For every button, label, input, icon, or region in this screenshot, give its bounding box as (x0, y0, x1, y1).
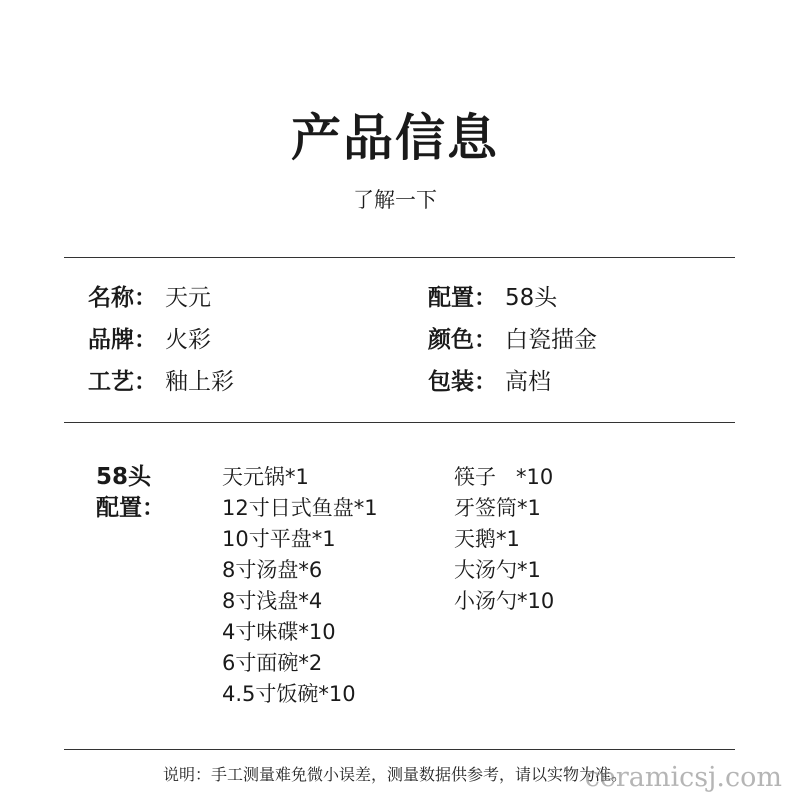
spec-brand-label: 品牌： (88, 327, 157, 353)
spec-config-label: 配置： (428, 285, 497, 311)
spec-package (428, 367, 551, 397)
spec-craft-value: 釉上彩 (165, 369, 234, 395)
list-item: 4寸味碟*10 (222, 620, 336, 644)
list-item: 牙签筒*1 (454, 496, 541, 520)
spec-craft-label: 工艺： (88, 369, 157, 395)
spec-name-label: 名称： (88, 285, 157, 311)
config-list-left (222, 462, 378, 710)
top-divider (64, 257, 735, 258)
spec-package-value: 高档 (505, 369, 551, 395)
bottom-divider (64, 749, 735, 750)
list-item: 筷子 *10 (454, 465, 554, 489)
config-list-right (454, 462, 554, 617)
watermark: ceramicsj.com (584, 762, 782, 793)
spec-brand (88, 325, 211, 355)
spec-config (428, 283, 557, 313)
config-heading-count: 58头 (96, 464, 152, 490)
list-item: 天鹅*1 (454, 527, 520, 551)
spec-brand-value: 火彩 (165, 327, 211, 353)
page-subtitle: 了解一下 (353, 188, 437, 212)
list-item: 8寸浅盘*4 (222, 589, 323, 613)
spec-name-value: 天元 (165, 285, 211, 311)
footnote: 说明：手工测量难免微小误差，测量数据供参考，请以实物为准。 (162, 765, 627, 784)
spec-craft (88, 367, 234, 397)
spec-color (428, 325, 597, 355)
list-item: 大汤勺*1 (454, 558, 541, 582)
list-item: 12寸日式鱼盘*1 (222, 496, 378, 520)
spec-config-value: 58头 (505, 285, 558, 311)
spec-color-label: 颜色： (428, 327, 497, 353)
config-heading-label: 配置： (96, 495, 165, 521)
spec-package-label: 包装： (428, 369, 497, 395)
list-item: 小汤勺*10 (454, 589, 555, 613)
list-item: 4.5寸饭碗*10 (222, 682, 356, 706)
page-title: 产品信息 (291, 109, 499, 167)
list-item: 6寸面碗*2 (222, 651, 323, 675)
list-item: 8寸汤盘*6 (222, 558, 323, 582)
middle-divider (64, 422, 735, 423)
list-item: 天元锅*1 (222, 465, 309, 489)
list-item: 10寸平盘*1 (222, 527, 336, 551)
spec-color-value: 白瓷描金 (505, 327, 597, 353)
spec-name (88, 283, 211, 313)
